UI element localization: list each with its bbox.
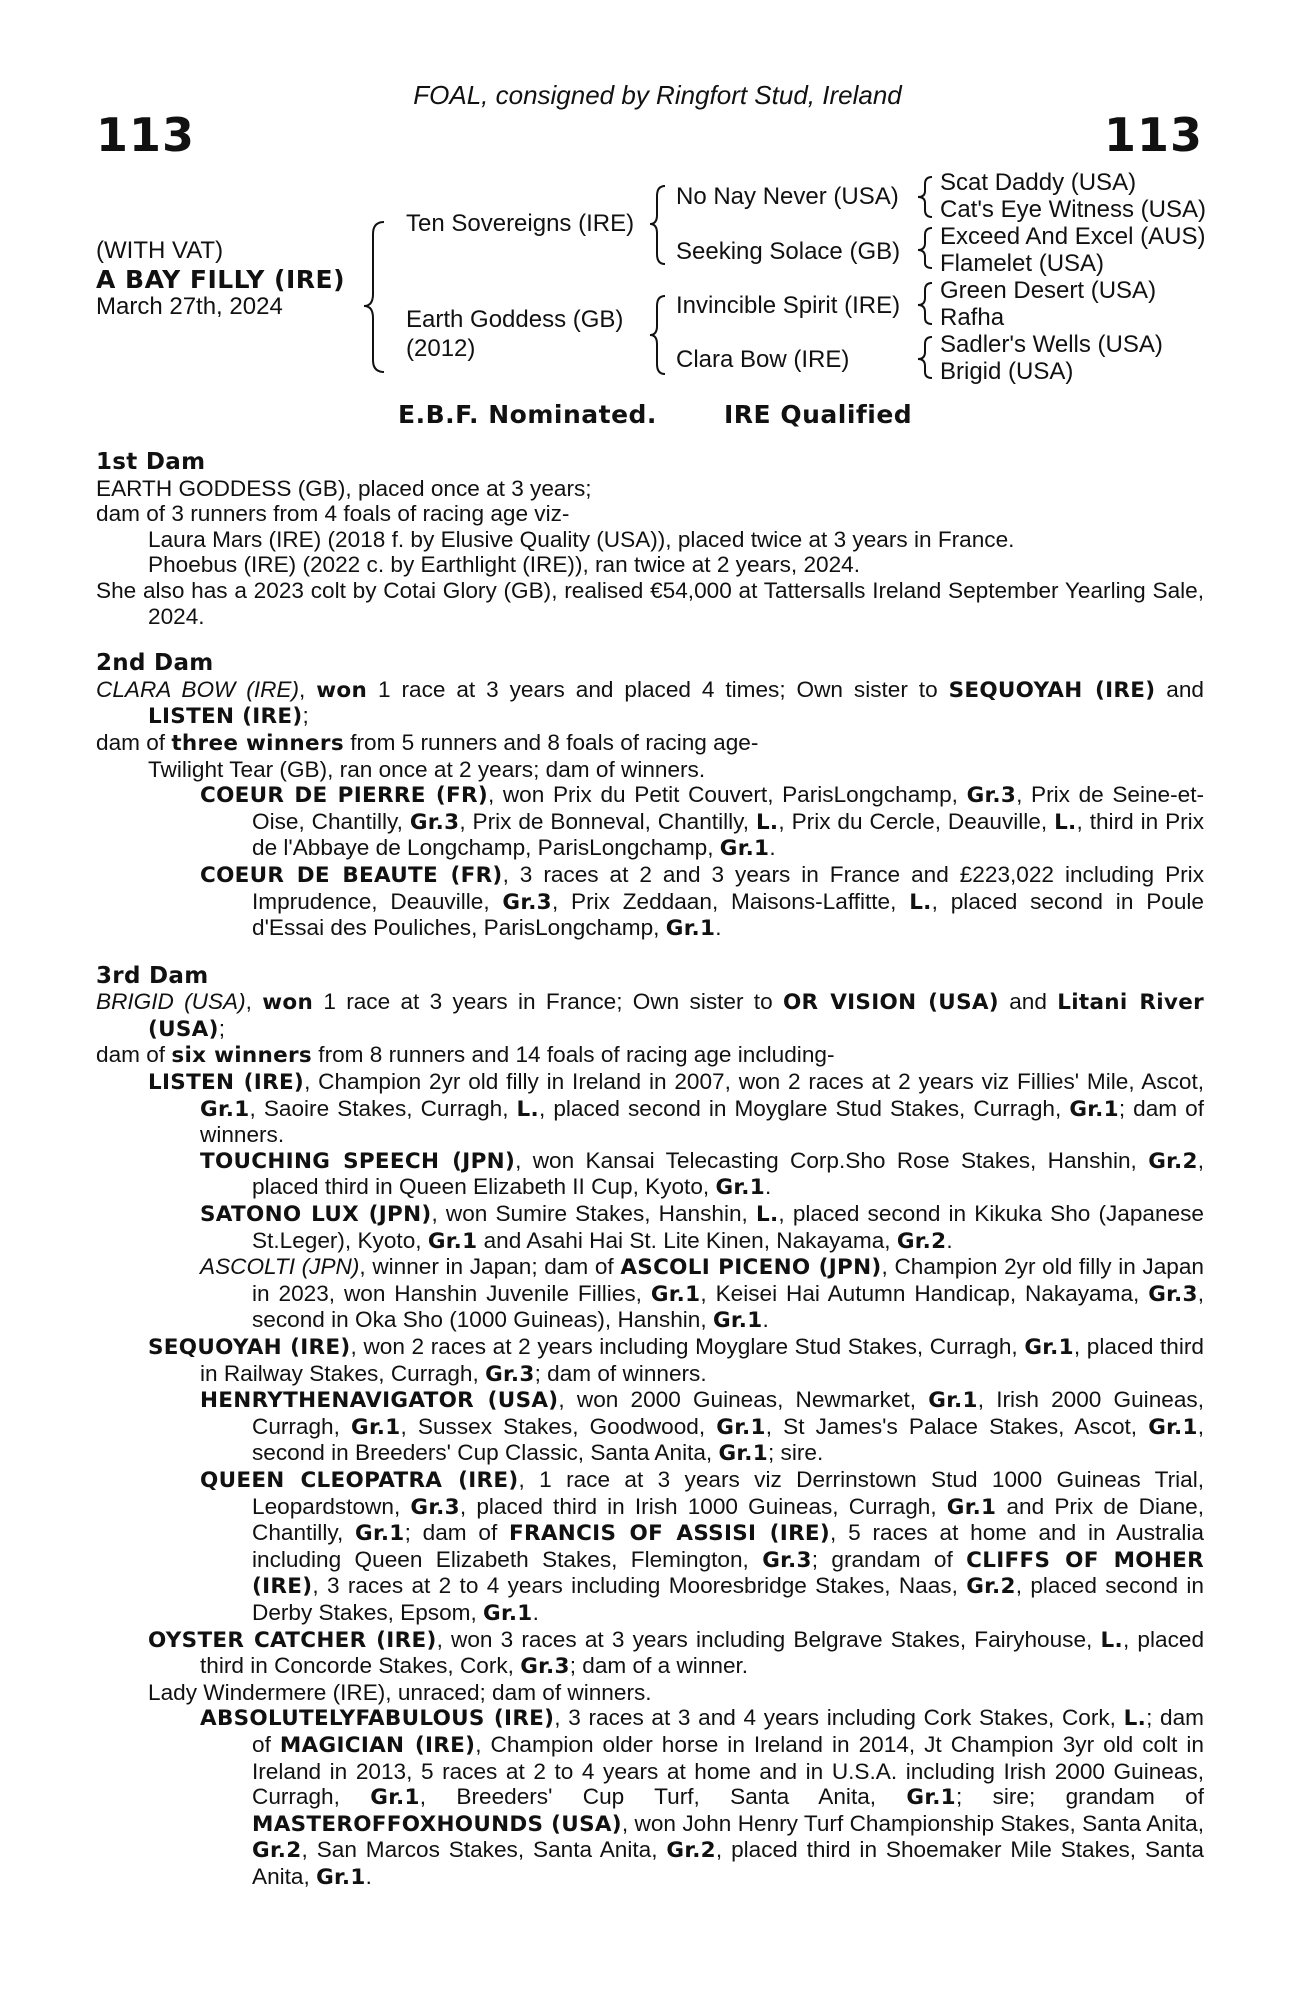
bold-run: Gr.3: [485, 1361, 535, 1387]
text-run: , won Prix du Petit Couvert, ParisLongchamp,: [487, 782, 967, 808]
bold-run: Gr.3: [966, 783, 1017, 809]
text-run: dam of 3 runners from 4 foals of racing age viz-: [96, 501, 570, 527]
text-run: , won 2 races at 2 years including Moyglare Stud Stakes, Curragh,: [350, 1334, 1025, 1359]
text-run: 1 race at 3 years and placed 4 times; Own sister to: [367, 676, 949, 702]
pedigree-entry: [96, 989, 1204, 1042]
text-run: ;: [218, 1015, 226, 1041]
text-run: , second in Breeders' Cup Classic, Santa Anita,: [252, 1413, 1204, 1466]
bold-run: Gr.1: [355, 1521, 405, 1547]
bold-run: Gr.2: [1148, 1148, 1198, 1174]
bold-run: L.: [1123, 1706, 1147, 1732]
bold-run: L.: [1100, 1627, 1123, 1653]
bold-run: Gr.1: [665, 916, 716, 942]
pedigree-entry: [96, 782, 1204, 862]
pedigree-entry: [96, 1148, 1204, 1201]
bold-run: Gr.3: [409, 809, 460, 835]
bold-run: SEQUOYAH (IRE): [148, 1335, 351, 1360]
bracket-g3-1: [918, 177, 932, 217]
bold-run: Gr.2: [966, 1574, 1016, 1600]
text-run: , Champion 2yr old filly in Ireland in 2007, won 2 races at 2 years viz Fillies' Mile, Ascot,: [304, 1069, 1204, 1095]
text-run: from 8 runners and 14 foals of racing age including-: [312, 1042, 835, 1068]
pedigree-entry: [96, 1254, 1204, 1334]
bold-run: QUEEN CLEOPATRA (IRE): [200, 1467, 519, 1493]
text-run: , 1 race at 3 years viz Derrinstown Stud 1000 Guineas Trial, Leopardstown,: [252, 1466, 1204, 1519]
bold-run: Gr.1: [1069, 1096, 1119, 1122]
text-run: Lady Windermere (IRE), unraced; dam of winners.: [148, 1679, 652, 1705]
bold-run: Gr.3: [1148, 1281, 1198, 1307]
horse-name: A BAY FILLY (IRE): [96, 265, 346, 294]
bracket-main: [364, 222, 384, 372]
dam-section: [96, 450, 1204, 629]
text-run: , Keisei Hai Autumn Handicap, Nakayama,: [700, 1280, 1149, 1306]
text-run: , Breeders' Cup Turf, Santa Anita,: [419, 1784, 907, 1810]
bold-run: Gr.1: [200, 1096, 250, 1122]
ped-sire-sire: No Nay Never (USA): [676, 183, 899, 210]
bold-run: Litani River (USA): [148, 990, 1204, 1042]
ped-dam-year: (2012): [406, 335, 476, 362]
text-run: EARTH GODDESS (GB), placed once at 3 years;: [96, 475, 592, 501]
ped-sire: Ten Sovereigns (IRE): [406, 210, 635, 237]
ped-sire-dam: Seeking Solace (GB): [676, 238, 901, 265]
text-run: and: [1155, 676, 1204, 702]
bold-run: L.: [755, 1202, 779, 1228]
bold-run: SEQUOYAH (IRE): [948, 677, 1156, 703]
bracket-g3-3: [918, 283, 932, 324]
text-run: , St James's Palace Stakes, Ascot,: [765, 1413, 1149, 1439]
text-run: ; sire; grandam of: [955, 1784, 1204, 1810]
text-run: ,: [299, 676, 317, 702]
lot-number-right: 113: [1103, 108, 1203, 162]
text-run: , San Marcos Stakes, Santa Anita,: [301, 1837, 667, 1863]
pedigree-entry: [96, 501, 1204, 527]
consignment-line: FOAL, consigned by Ringfort Stud, Ireland: [413, 80, 902, 110]
text-run: , 3 races at 2 and 3 years in France and £223,022 including Prix Imprudence, Deauville,: [252, 861, 1204, 914]
text-run: , 3 races at 3 and 4 years including Cork Stakes, Cork,: [554, 1705, 1124, 1731]
lot-number-left: 113: [96, 108, 196, 162]
bold-run: Gr.1: [427, 1228, 478, 1254]
text-run: She also has a 2023 colt by Cotai Glory (GB), realised €54,000 at Tattersalls Ireland September Yearling Sale, 2024.: [96, 577, 1204, 629]
text-run: and Asahi Hai St. Lite Kinen, Nakayama,: [477, 1227, 897, 1253]
text-run: , Saoire Stakes, Curragh,: [249, 1095, 517, 1121]
ped-g3-8: Brigid (USA): [940, 358, 1074, 385]
italic-run: BRIGID (USA): [96, 989, 246, 1015]
text-run: , won Kansai Telecasting Corp.Sho Rose Stakes, Hanshin,: [515, 1147, 1149, 1173]
bold-run: OR VISION (USA): [782, 990, 999, 1016]
ped-g3-7: Sadler's Wells (USA): [940, 331, 1163, 358]
bold-run: Gr.3: [520, 1654, 570, 1680]
text-run: ; dam of: [404, 1520, 510, 1546]
pedigree-entry: [96, 1627, 1204, 1680]
text-run: , third in Prix de l'Abbaye de Longchamp, ParisLongchamp,: [252, 808, 1204, 861]
text-run: ; sire.: [768, 1440, 824, 1466]
bold-run: Gr.1: [715, 1175, 765, 1201]
section-heading: 1st Dam: [96, 449, 206, 475]
text-run: , Irish 2000 Guineas, Curragh,: [252, 1387, 1204, 1439]
text-run: ; dam of: [252, 1705, 1204, 1757]
text-run: , second in Oka Sho (1000 Guineas), Hanshin,: [252, 1280, 1204, 1333]
text-run: , placed second in Moyglare Stud Stakes, Curragh,: [539, 1095, 1070, 1121]
text-run: , placed second in Kikuka Sho (Japanese St.Leger), Kyoto,: [252, 1201, 1204, 1253]
pedigree-entry: [96, 1680, 1204, 1706]
text-run: , placed second in Derby Stakes, Epsom,: [252, 1573, 1204, 1625]
text-run: and: [998, 989, 1058, 1015]
bold-run: won: [316, 677, 368, 703]
pedigree-entry: [96, 1467, 1204, 1627]
text-run: ; grandam of: [811, 1546, 967, 1572]
text-run: , won Sumire Stakes, Hanshin,: [431, 1201, 756, 1227]
bold-run: SATONO LUX (JPN): [200, 1202, 432, 1228]
bold-run: COEUR DE PIERRE (FR): [200, 783, 488, 809]
ped-g3-4: Flamelet (USA): [940, 250, 1105, 277]
bold-run: Gr.1: [712, 1308, 763, 1334]
pedigree-entry: [96, 862, 1204, 942]
text-run: , won 2000 Guineas, Newmarket,: [558, 1387, 929, 1413]
pedigree-entry: [96, 578, 1204, 629]
bold-run: COEUR DE BEAUTE (FR): [200, 862, 503, 888]
ped-g3-5: Green Desert (USA): [940, 277, 1157, 304]
bold-run: Gr.3: [410, 1494, 460, 1520]
bold-run: Gr.3: [502, 889, 552, 915]
pedigree-entry: [96, 1201, 1204, 1254]
text-run: dam of: [96, 729, 172, 755]
text-run: , placed third in Shoemaker Mile Stakes, Santa Anita,: [252, 1837, 1204, 1889]
bold-run: Gr.1: [370, 1785, 420, 1811]
italic-run: CLARA BOW (IRE): [96, 676, 300, 702]
text-run: ; dam of a winner.: [569, 1653, 749, 1679]
bold-run: FRANCIS OF ASSISI (IRE): [509, 1521, 831, 1547]
ped-g3-1: Scat Daddy (USA): [940, 169, 1137, 196]
italic-run: ASCOLTI (JPN): [200, 1254, 360, 1280]
bold-run: MAGICIAN (IRE): [279, 1732, 476, 1758]
text-run: Phoebus (IRE) (2022 c. by Earthlight (IRE)), ran twice at 2 years, 2024.: [148, 552, 861, 578]
text-run: .: [764, 1174, 772, 1200]
ped-g3-3: Exceed And Excel (AUS): [940, 223, 1206, 250]
pedigree-entry: [96, 1387, 1204, 1467]
bold-run: Gr.1: [316, 1864, 366, 1890]
text-run: dam of: [96, 1042, 172, 1068]
text-run: , Prix Zeddaan, Maisons-Laffitte,: [551, 888, 910, 914]
bold-run: Gr.1: [1148, 1414, 1198, 1440]
ped-g3-2: Cat's Eye Witness (USA): [940, 196, 1206, 223]
pedigree-entry: [96, 757, 1204, 783]
text-run: .: [946, 1227, 953, 1253]
bold-run: Gr.2: [666, 1838, 716, 1864]
pedigree-entry: [96, 730, 1204, 757]
text-run: Twilight Tear (GB), ran once at 2 years; dam of winners.: [148, 756, 706, 782]
dam-section: [96, 651, 1204, 942]
bold-run: Gr.1: [928, 1388, 978, 1414]
bracket-dam: [650, 296, 665, 374]
bold-run: six winners: [171, 1043, 313, 1069]
text-run: ;: [302, 703, 309, 729]
text-run: , placed third in Railway Stakes, Curragh,: [200, 1334, 1204, 1386]
bold-run: Gr.1: [906, 1785, 956, 1811]
pedigree-entry: [96, 1042, 1204, 1069]
ped-dam-sire: Invincible Spirit (IRE): [676, 292, 901, 319]
text-run: .: [365, 1863, 372, 1889]
bold-run: Gr.2: [252, 1838, 302, 1864]
bold-run: OYSTER CATCHER (IRE): [148, 1627, 437, 1653]
bold-run: Gr.1: [946, 1494, 997, 1520]
foaling-date: March 27th, 2024: [96, 293, 283, 320]
bold-run: TOUCHING SPEECH (JPN): [200, 1148, 516, 1174]
bold-run: Gr.1: [351, 1414, 401, 1440]
pedigree-entry: [96, 552, 1204, 578]
bold-run: three winners: [171, 730, 344, 756]
pedigree-entry: [96, 677, 1204, 730]
text-run: Laura Mars (IRE) (2018 f. by Elusive Quality (USA)), placed twice at 3 years in France.: [148, 526, 1015, 552]
ped-dam: Earth Goddess (GB): [406, 306, 624, 333]
bold-run: HENRYTHENAVIGATOR (USA): [200, 1388, 559, 1414]
ebf-nomination: E.B.F. Nominated.: [398, 400, 657, 429]
ped-g3-6: Rafha: [940, 304, 1005, 331]
text-run: , placed second in Poule d'Essai des Pouliches, ParisLongchamp,: [252, 888, 1204, 941]
text-run: , 5 races at home and in Australia including Queen Elizabeth Stakes, Flemington,: [252, 1520, 1204, 1572]
vat-note: (WITH VAT): [96, 237, 224, 264]
bracket-g3-4: [918, 337, 932, 378]
text-run: , Champion older horse in Ireland in 2014, Jt Champion 3yr old colt in Ireland in 2013, 5 races at 2 to 4 years at home and in U.S.A. including Irish 2000 Guineas, Curragh,: [252, 1731, 1205, 1810]
text-run: , won 3 races at 3 years including Belgrave Stakes, Fairyhouse,: [436, 1626, 1101, 1652]
text-run: ,: [245, 989, 263, 1015]
pedigree-entry: [96, 1334, 1204, 1387]
text-run: , placed third in Irish 1000 Guineas, Curragh,: [459, 1493, 947, 1519]
text-run: , 3 races at 2 to 4 years including Mooresbridge Stakes, Naas,: [312, 1573, 967, 1599]
dam-lines: [96, 450, 1204, 1890]
bold-run: Gr.3: [762, 1547, 812, 1573]
bold-run: LISTEN (IRE): [148, 704, 303, 730]
bracket-g3-2: [918, 228, 932, 268]
text-run: , Prix de Seine-et-Oise, Chantilly,: [252, 782, 1205, 834]
text-run: .: [769, 835, 776, 861]
bold-run: L.: [755, 809, 779, 835]
bold-run: ASCOLI PICENO (JPN): [620, 1255, 882, 1281]
ire-qualified: IRE Qualified: [724, 400, 913, 429]
bracket-sire: [650, 186, 665, 264]
bold-run: Gr.2: [896, 1228, 947, 1254]
pedigree-entry: [96, 1705, 1204, 1890]
text-run: , Champion 2yr old filly in Japan in 2023, won Hanshin Juvenile Fillies,: [252, 1254, 1204, 1306]
text-run: and Prix de Diane, Chantilly,: [252, 1493, 1204, 1546]
bold-run: LISTEN (IRE): [148, 1070, 305, 1096]
text-run: , Prix de Bonneval, Chantilly,: [459, 808, 756, 834]
text-run: .: [715, 915, 722, 941]
bold-run: L.: [516, 1096, 540, 1122]
pedigree-entry: [96, 1069, 1204, 1148]
text-run: , placed third in Queen Elizabeth II Cup, Kyoto,: [252, 1147, 1205, 1200]
text-run: ; dam of winners.: [200, 1095, 1205, 1148]
text-run: , placed third in Concorde Stakes, Cork,: [200, 1626, 1205, 1679]
bold-run: Gr.1: [483, 1600, 533, 1626]
text-run: ; dam of winners.: [534, 1360, 707, 1386]
bold-run: L.: [1054, 809, 1077, 835]
text-run: .: [762, 1307, 769, 1333]
bold-run: CLIFFS OF MOHER (IRE): [252, 1547, 1205, 1600]
pedigree-entry: [96, 476, 1204, 502]
text-run: , Prix du Cercle, Deauville,: [778, 808, 1055, 834]
bold-run: Gr.1: [716, 1414, 766, 1440]
bold-run: Gr.1: [718, 1441, 768, 1467]
pedigree-entry: [96, 527, 1204, 553]
bold-run: ABSOLUTELYFABULOUS (IRE): [200, 1706, 555, 1732]
section-heading: 3rd Dam: [96, 962, 209, 989]
bold-run: MASTEROFFOXHOUNDS (USA): [252, 1811, 622, 1837]
bold-run: L.: [909, 889, 932, 915]
bold-run: Gr.1: [1024, 1335, 1074, 1360]
section-heading: 2nd Dam: [96, 650, 214, 677]
bold-run: won: [262, 990, 314, 1016]
bold-run: Gr.1: [650, 1281, 701, 1307]
text-run: from 5 runners and 8 foals of racing age-: [343, 729, 759, 755]
dam-section: [96, 964, 1204, 1891]
bold-run: Gr.1: [719, 836, 770, 862]
text-run: .: [532, 1599, 539, 1625]
ped-dam-dam: Clara Bow (IRE): [676, 346, 850, 373]
text-run: 1 race at 3 years in France; Own sister to: [313, 989, 783, 1015]
text-run: , Sussex Stakes, Goodwood,: [400, 1413, 717, 1439]
text-run: , won John Henry Turf Championship Stakes, Santa Anita,: [621, 1810, 1204, 1836]
text-run: , winner in Japan; dam of: [359, 1254, 621, 1280]
